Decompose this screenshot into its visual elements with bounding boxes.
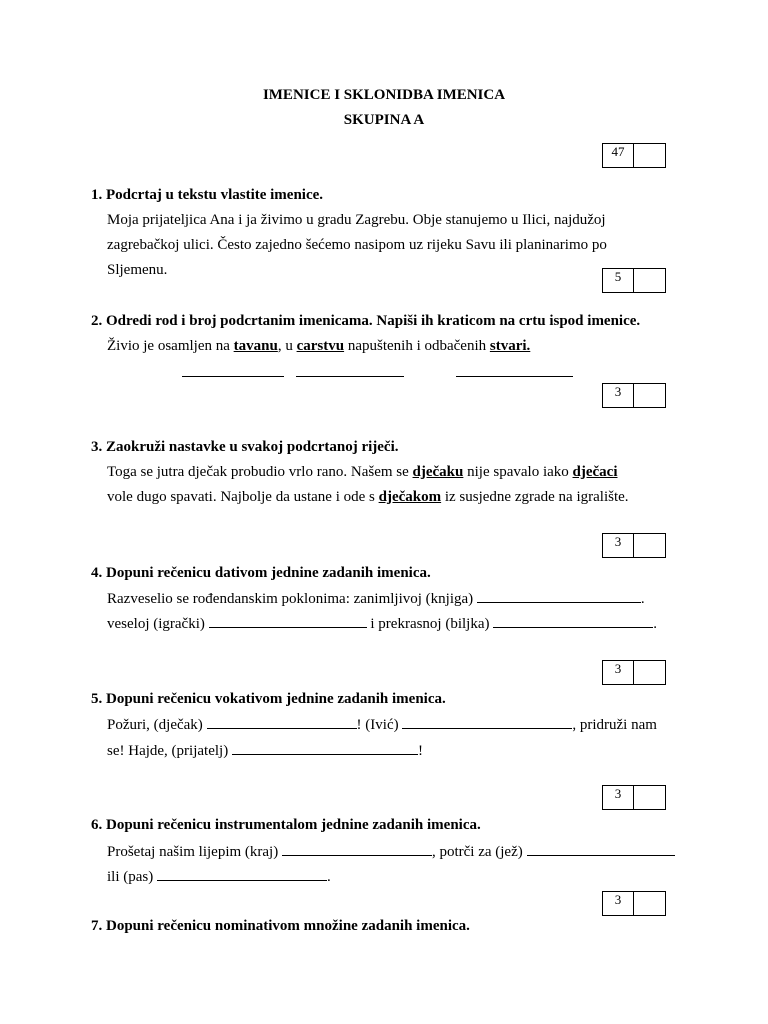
question-6-text-part: ili (pas): [107, 869, 157, 885]
question-1-text-line-1: Moja prijateljica Ana i ja živimo u gradu Zagrebu. Obje stanujemo u Ilici, najdužoj: [107, 212, 606, 228]
question-3-text-line-1: [107, 463, 618, 481]
page-title: IMENICE I SKLONIDBA IMENICA: [262, 87, 506, 103]
blank-igracka[interactable]: [209, 614, 367, 628]
question-2-score-empty-cell[interactable]: [634, 384, 665, 407]
question-2-text-part: , u: [277, 338, 297, 354]
question-3-text-part: iz susjedne zgrade na igralište.: [441, 489, 629, 505]
question-1-score-value: 5: [603, 269, 634, 292]
question-5-text-part: !: [417, 743, 423, 759]
answer-line-2[interactable]: [296, 376, 404, 377]
question-1-score-box[interactable]: [602, 268, 666, 293]
question-3-score-box[interactable]: [602, 533, 666, 558]
total-score-empty-cell[interactable]: [634, 144, 665, 167]
question-5-score-empty-cell[interactable]: [634, 786, 665, 809]
question-4-text-line-1: [107, 589, 645, 608]
question-5-text-line-1: [107, 715, 657, 734]
underlined-noun-stvari: stvari.: [489, 338, 531, 354]
question-4-text-part: .: [653, 616, 658, 632]
question-6-score-box[interactable]: [602, 891, 666, 916]
question-5-text-line-2: [107, 741, 423, 760]
total-score-box[interactable]: [602, 143, 666, 168]
question-1-heading: 1. Podcrtaj u tekstu vlastite imenice.: [91, 187, 324, 203]
question-5-text-part: , pridruži nam: [572, 717, 657, 733]
question-4-text-part: Razveselio se rođendanskim poklonima: zanimljivoj (knjiga): [107, 591, 477, 607]
underlined-word-djecaku: dječaku: [412, 464, 464, 480]
question-4-text-part: veseloj (igrački): [107, 616, 209, 632]
question-2-text-part: Živio je osamljen na: [107, 338, 234, 354]
question-3-text-line-2: [107, 488, 629, 506]
blank-knjiga[interactable]: [477, 589, 641, 603]
blank-kraj[interactable]: [282, 842, 432, 856]
question-2-text-part: napuštenih i odbačenih: [344, 338, 490, 354]
answer-line-3[interactable]: [456, 376, 573, 377]
question-6-score-empty-cell[interactable]: [634, 892, 665, 915]
question-5-heading: 5. Dopuni rečenicu vokativom jednine zadanih imenica.: [91, 691, 446, 707]
question-2-score-box[interactable]: [602, 383, 666, 408]
question-4-text-line-2: [107, 614, 657, 633]
question-5-score-box[interactable]: [602, 785, 666, 810]
question-3-text-part: nije spavalo iako: [463, 464, 573, 480]
question-4-text-part: .: [640, 591, 645, 607]
underlined-word-djecaci: dječaci: [572, 464, 618, 480]
question-5-text-part: ! (Ivić): [356, 717, 403, 733]
question-3-text-part: Toga se jutra dječak probudio vrlo rano. Našem se: [107, 464, 413, 480]
question-2-score-value: 3: [603, 384, 634, 407]
question-4-text-part: i prekrasnoj (biljka): [366, 616, 494, 632]
underlined-noun-tavanu: tavanu: [233, 338, 278, 354]
question-1-text-line-3: Sljemenu.: [107, 262, 168, 278]
blank-djecak[interactable]: [207, 715, 357, 729]
question-2-sentence: [107, 337, 530, 355]
question-5-text-part: se! Hajde, (prijatelj): [107, 743, 232, 759]
question-1-score-empty-cell[interactable]: [634, 269, 665, 292]
question-6-text-part: , potrči za (jež): [431, 844, 527, 860]
underlined-word-djecakom: dječakom: [378, 489, 442, 505]
question-6-text-line-2: [107, 867, 331, 886]
question-6-heading: 6. Dopuni rečenicu instrumentalom jednine zadanih imenica.: [91, 817, 481, 833]
blank-pas[interactable]: [157, 867, 327, 881]
blank-prijatelj[interactable]: [232, 741, 418, 755]
question-1-text-line-2: zagrebačkoj ulici. Često zajedno šećemo nasipom uz rijeku Savu ili planinarimo po: [107, 237, 607, 253]
page-subtitle: SKUPINA A: [343, 112, 425, 128]
blank-biljka[interactable]: [493, 614, 653, 628]
underlined-noun-carstvu: carstvu: [296, 338, 345, 354]
question-2-heading: 2. Odredi rod i broj podcrtanim imenicama. Napiši ih kraticom na crtu ispod imenice.: [91, 313, 641, 329]
question-3-score-value: 3: [603, 534, 634, 557]
question-3-score-empty-cell[interactable]: [634, 534, 665, 557]
question-4-score-value: 3: [603, 661, 634, 684]
question-5-score-value: 3: [603, 786, 634, 809]
question-3-heading: 3. Zaokruži nastavke u svakoj podcrtanoj riječi.: [91, 439, 399, 455]
question-4-score-empty-cell[interactable]: [634, 661, 665, 684]
question-4-heading: 4. Dopuni rečenicu dativom jednine zadanih imenica.: [91, 565, 431, 581]
question-6-text-part: .: [327, 869, 331, 885]
question-4-score-box[interactable]: [602, 660, 666, 685]
question-3-text-part: vole dugo spavati. Najbolje da ustane i ode s: [107, 489, 379, 505]
total-score-value: 47: [603, 144, 634, 167]
question-5-text-part: Požuri, (dječak): [107, 717, 207, 733]
blank-jez[interactable]: [527, 842, 675, 856]
answer-line-1[interactable]: [182, 376, 284, 377]
blank-ivic[interactable]: [402, 715, 572, 729]
question-6-text-line-1: [107, 842, 675, 861]
question-7-heading: 7. Dopuni rečenicu nominativom množine zadanih imenica.: [91, 918, 470, 934]
question-6-score-value: 3: [603, 892, 634, 915]
question-6-text-part: Prošetaj našim lijepim (kraj): [107, 844, 282, 860]
